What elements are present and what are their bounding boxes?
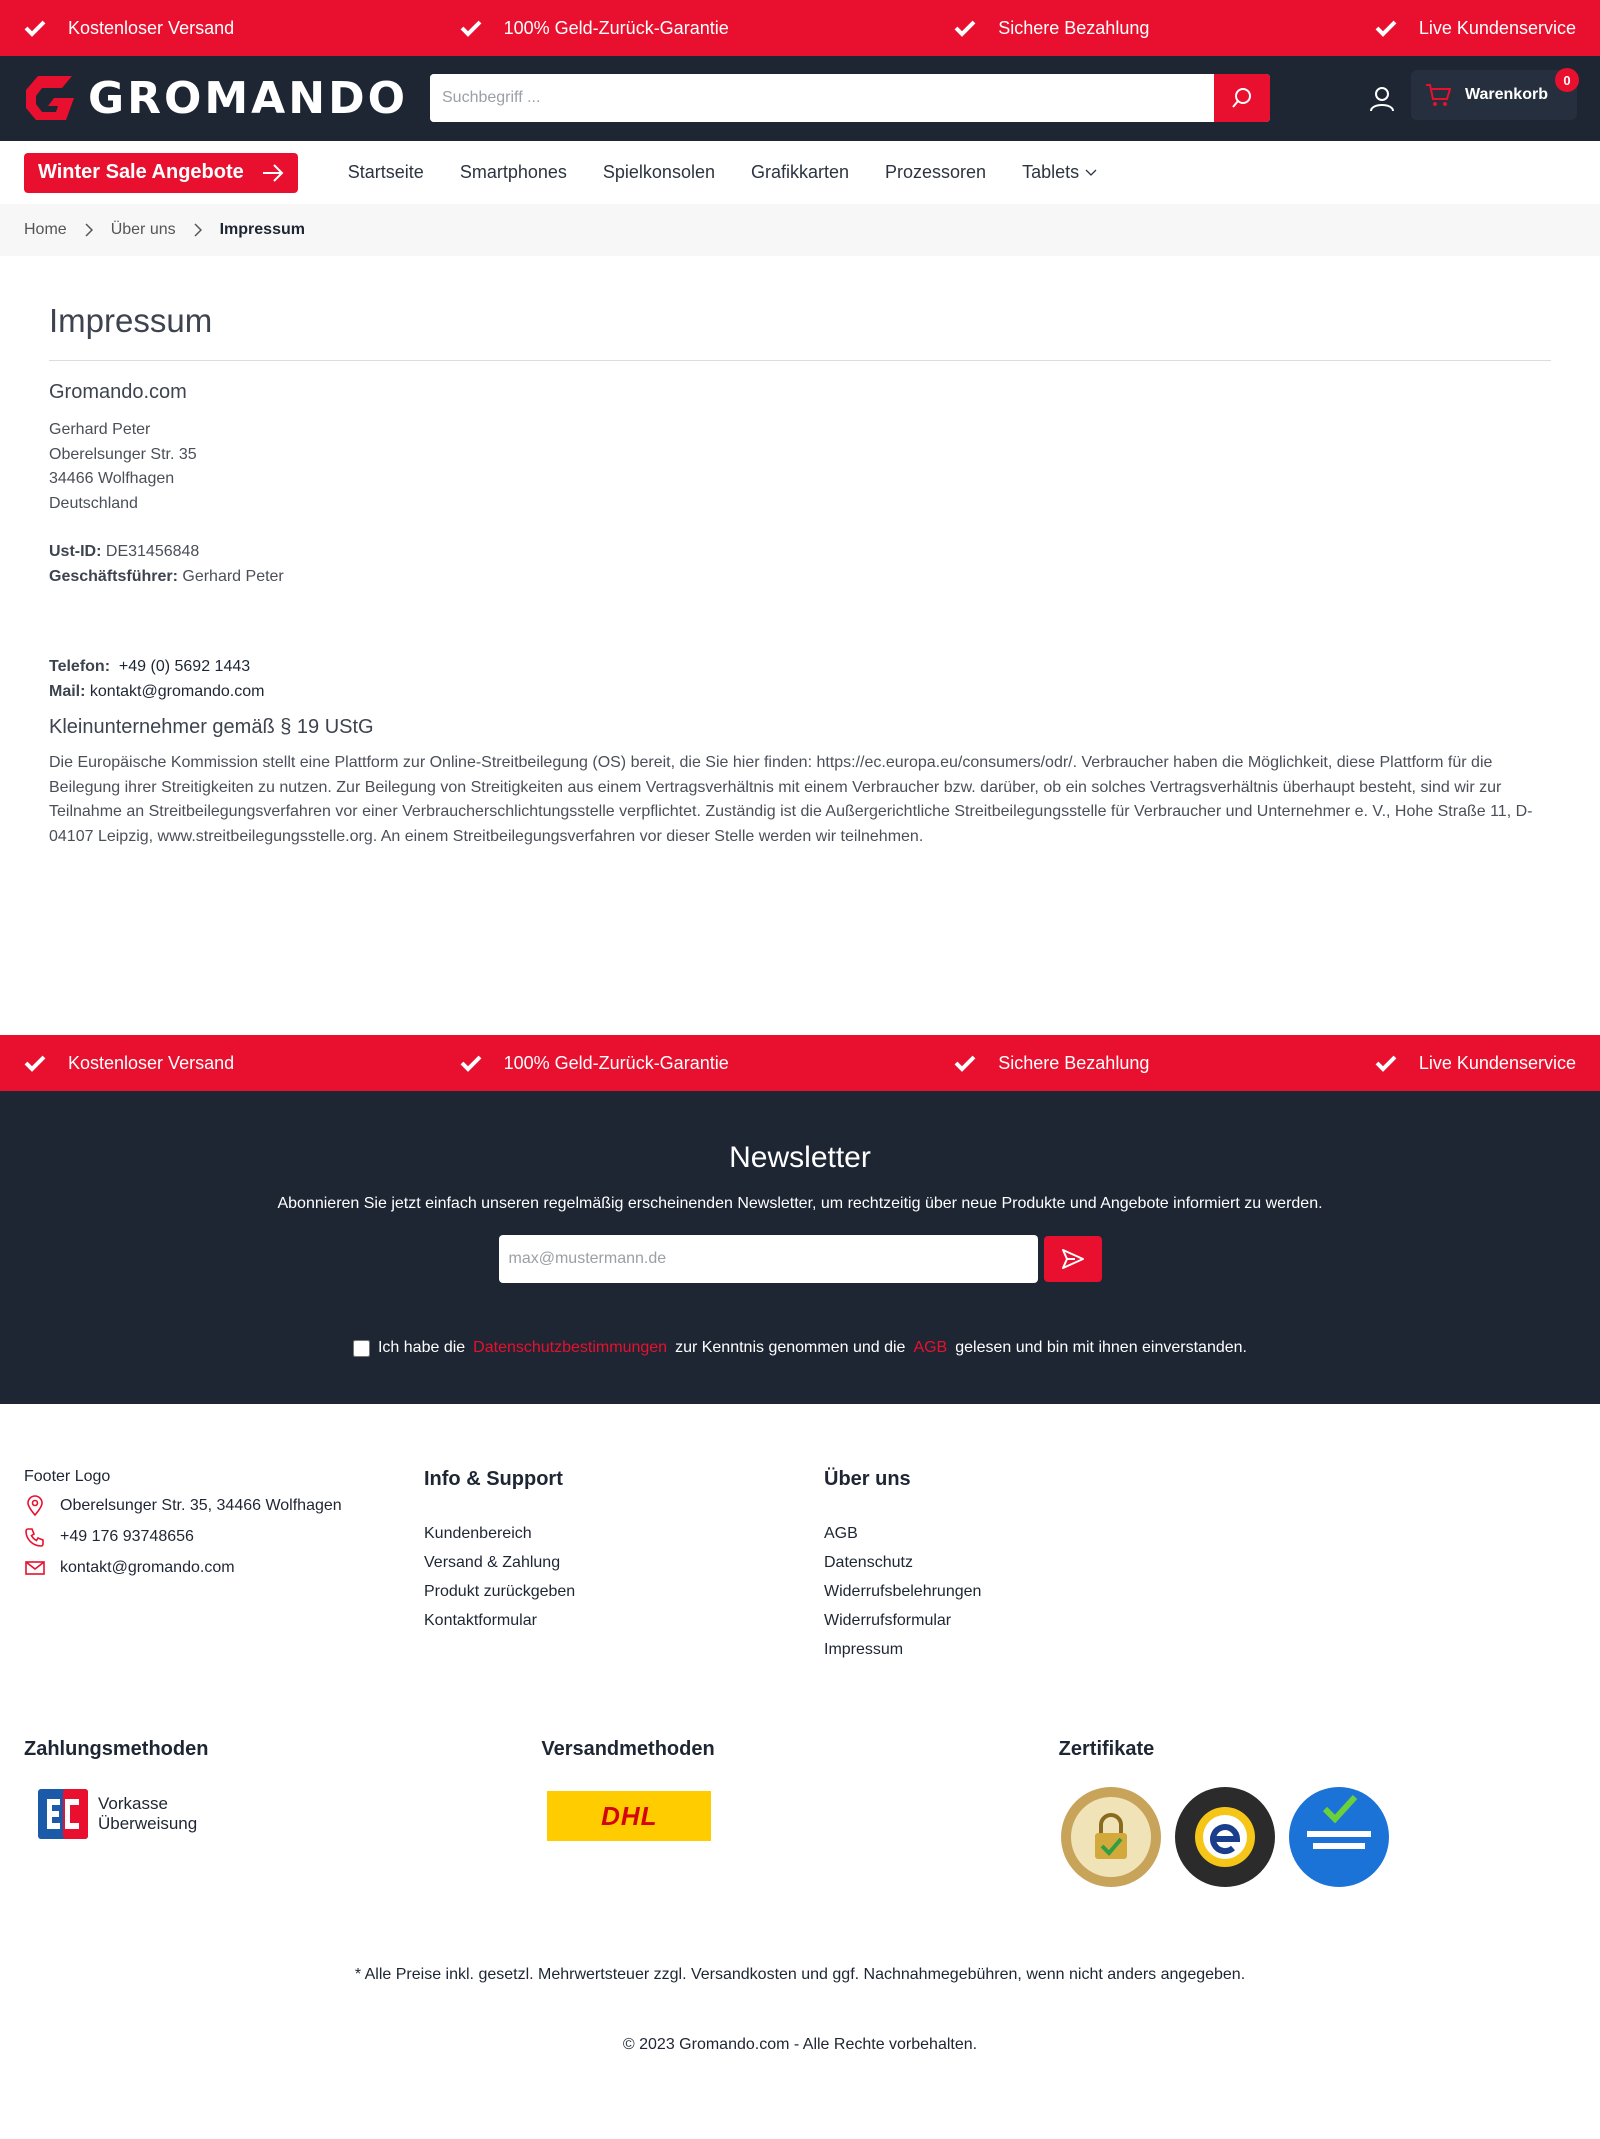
usp-label: Sichere Bezahlung [998, 17, 1150, 38]
vat-label: Ust-ID: [49, 543, 102, 560]
support-check-icon [1287, 1785, 1391, 1889]
nav-item-smartphones[interactable]: Smartphones [459, 162, 567, 182]
user-icon [1367, 84, 1397, 114]
phone-icon [24, 1526, 46, 1548]
mail-link[interactable]: kontakt@gromando.com [89, 683, 265, 700]
winter-sale-label: Winter Sale Angebote [38, 161, 244, 183]
cart-label: Warenkorb [1465, 86, 1548, 103]
footer-meta [0, 1738, 1600, 1966]
cart-button[interactable] [1411, 70, 1577, 120]
footer-about-title: Über uns [824, 1468, 911, 1490]
footer-info-column [424, 1468, 824, 1708]
footer-columns [0, 1468, 1600, 1708]
search-icon [1230, 86, 1254, 110]
account-button[interactable] [1367, 84, 1397, 114]
usp-item [954, 18, 1149, 39]
usp-bar [0, 0, 1600, 56]
usp-label: 100% Geld-Zurück-Garantie [503, 17, 729, 38]
consent-text-mid: zur Kenntnis genommen und die [675, 1339, 906, 1356]
usp-item [460, 1053, 729, 1074]
search-button[interactable] [1214, 74, 1270, 122]
footer-link-agb[interactable]: AGB [824, 1525, 858, 1542]
shipping-title: Versandmethoden [541, 1738, 715, 1760]
consent-text-post: gelesen und bin mit ihnen einverstanden. [955, 1339, 1247, 1356]
payment-logo [38, 1789, 541, 1839]
fantastic-support-badge[interactable] [1287, 1785, 1391, 1889]
shipping-methods [541, 1738, 1058, 1966]
cart-icon [1425, 83, 1451, 107]
check-icon [954, 1054, 976, 1072]
usp-item [1375, 18, 1576, 39]
dhl-logo [547, 1791, 711, 1841]
privacy-link[interactable]: Datenschutzbestimmungen [473, 1339, 668, 1356]
nav-item-startseite[interactable]: Startseite [347, 162, 424, 182]
footer-info-title: Info & Support [424, 1468, 563, 1490]
footer-link-widerrufsbelehrungen[interactable]: Widerrufsbelehrungen [824, 1583, 982, 1600]
vat-value: DE31456848 [105, 543, 200, 560]
footer-link-kontaktformular[interactable]: Kontaktformular [424, 1612, 537, 1629]
ssl-cert-badge[interactable] [1059, 1785, 1163, 1889]
check-icon [460, 1054, 482, 1072]
certificates [1059, 1738, 1576, 1966]
search-bar [430, 74, 1270, 122]
payment-methods [24, 1738, 541, 1966]
chevron-right-icon [194, 223, 202, 237]
arrow-right-icon [262, 163, 284, 183]
payment-line1: Vorkasse [98, 1794, 168, 1813]
dhl-logo-text: DHL [601, 1800, 658, 1831]
newsletter-section [0, 1091, 1600, 1404]
gromando-logo-icon [24, 74, 78, 124]
usp-item [24, 1053, 234, 1074]
footer-about-links [824, 1519, 1224, 1664]
footer-about-column [824, 1468, 1224, 1708]
header [0, 56, 1600, 141]
usp-label: Sichere Bezahlung [998, 1052, 1150, 1073]
usp-item [1375, 1053, 1576, 1074]
copyright: © 2023 Gromando.com - Alle Rechte vorbehalten. [622, 2036, 978, 2053]
footer-link-widerrufsformular[interactable]: Widerrufsformular [824, 1612, 952, 1629]
breadcrumb [0, 204, 1600, 256]
winter-sale-button[interactable] [24, 153, 298, 193]
ceo-label: Geschäftsführer: [49, 567, 178, 585]
usp-label: Live Kundenservice [1418, 1052, 1576, 1073]
footer-email [24, 1557, 424, 1579]
nav-item-tablets-label: Tablets [1022, 162, 1080, 182]
footer-usp-bar [0, 1035, 1600, 1091]
breadcrumb-current: Impressum [219, 221, 305, 238]
footer-link-zurueckgeben[interactable]: Produkt zurückgeben [424, 1583, 576, 1600]
company-meta [49, 540, 1551, 589]
contact-info [49, 654, 1551, 704]
payment-title: Zahlungsmethoden [24, 1738, 209, 1760]
trusted-shops-badge[interactable] [1173, 1785, 1277, 1889]
footer-link-versand[interactable]: Versand & Zahlung [424, 1554, 561, 1571]
footer-phone [24, 1526, 424, 1548]
usp-label: 100% Geld-Zurück-Garantie [503, 1052, 729, 1073]
usp-label: Live Kundenservice [1418, 17, 1576, 38]
check-icon [24, 19, 46, 37]
agb-link[interactable]: AGB [913, 1339, 948, 1356]
footer-link-kundenbereich[interactable]: Kundenbereich [424, 1525, 532, 1542]
footer-address-text: Oberelsunger Str. 35, 34466 Wolfhagen [60, 1497, 342, 1514]
usp-label: Kostenloser Versand [68, 17, 235, 38]
cert-title: Zertifikate [1058, 1738, 1155, 1760]
phone-label: Telefon: [49, 658, 111, 675]
usp-item [460, 18, 729, 39]
footer-info-links [424, 1519, 824, 1635]
mail-line [49, 679, 1551, 704]
address-line: 34466 Wolfhagen [49, 470, 175, 487]
ec-bank-icon [38, 1789, 88, 1839]
main-content [0, 302, 1600, 849]
cart-count-badge: 0 [1555, 68, 1579, 92]
send-icon [1061, 1248, 1085, 1270]
mail-label: Mail: [49, 683, 86, 700]
check-icon [1375, 19, 1397, 37]
check-icon [460, 19, 482, 37]
address-line: Deutschland [49, 494, 138, 512]
consent-text-pre: Ich habe die [377, 1339, 466, 1356]
nav-item-grafikkarten[interactable]: Grafikkarten [750, 162, 850, 182]
newsletter-submit-button[interactable] [1044, 1236, 1102, 1282]
phone-line [49, 654, 1551, 679]
vat-line [49, 540, 1551, 565]
consent-checkbox[interactable] [353, 1340, 370, 1357]
usp-label: Kostenloser Versand [68, 1052, 235, 1073]
map-pin-icon [24, 1495, 46, 1517]
newsletter-consent [0, 1339, 1600, 1357]
chevron-down-icon [1085, 169, 1097, 177]
footer-link-datenschutz[interactable]: Datenschutz [824, 1554, 913, 1571]
check-icon [1375, 1054, 1397, 1072]
dispute-resolution-text: Die Europäische Kommission stellt eine Plattform zur Online-Streitbeilegung (OS) bereit, die Sie hier finden: https://ec.europa.eu/consumers/odr/. Verbraucher haben die Möglichkeit, diese Plattform für die Beilegung ihrer Streitigkeiten zu nutzen. Zur Beilegung von Streitigkeiten aus einem Vertragsverhältnis mit einem Verbraucher bzw. darüber, ob ein solches Vertragsverhältnis überhaupt besteht, sind wir zur Teilnahme an Streitbeilegungsverfahren vor einer Verbraucherschlichtungsstelle verpflichtet. Zuständig ist die Außergerichtliche Streitbeilegungsstelle für Verbraucher und Unternehmer e. V., Hohe Straße 11, D-04107 Leipzig, www.streitbeilegungsstelle.org. An einem Streitbeilegungsverfahren vor dieser Stelle werden wir teilnehmen. [49, 754, 1533, 845]
usp-item [24, 18, 234, 39]
payment-line2: Überweisung [98, 1814, 198, 1833]
page-title: Impressum [49, 302, 1551, 361]
logo-text: GROMANDO [88, 73, 408, 124]
nav-item-spielkonsolen[interactable]: Spielkonsolen [602, 162, 715, 182]
logo[interactable] [24, 73, 429, 124]
usp-item [954, 1053, 1149, 1074]
newsletter-email-input[interactable] [499, 1235, 1038, 1283]
ceo-line [49, 565, 1551, 590]
footer-address [24, 1495, 424, 1517]
ssl-lock-icon [1059, 1785, 1163, 1889]
small-business-heading: Kleinunternehmer gemäß § 19 UStG [49, 716, 374, 738]
payment-text [98, 1794, 197, 1834]
price-disclaimer: * Alle Preise inkl. gesetzl. Mehrwertsteuer zzgl. Versandkosten und ggf. Nachnahmegebühren, wenn nicht anders angegeben. [354, 1966, 1246, 1983]
mail-icon [24, 1557, 46, 1579]
breadcrumb-about[interactable]: Über uns [110, 221, 176, 238]
company-address [49, 418, 1551, 516]
newsletter-text: Abonnieren Sie jetzt einfach unseren regelmäßig erscheinenden Newsletter, um rechtzeitig über neue Produkte und Angebote informiert zu werden. [277, 1195, 1323, 1212]
company-name: Gromando.com [49, 381, 187, 403]
phone-value: +49 (0) 5692 1443 [118, 658, 251, 675]
footer-phone-link[interactable]: +49 176 93748656 [60, 1528, 194, 1545]
main-navigation [0, 141, 1600, 204]
search-input[interactable] [430, 74, 1214, 122]
trusted-shops-icon [1173, 1785, 1277, 1889]
newsletter-title: Newsletter [729, 1141, 871, 1174]
nav-item-tablets[interactable] [1022, 162, 1097, 183]
breadcrumb-home[interactable]: Home [24, 221, 67, 238]
ceo-value: Gerhard Peter [182, 567, 284, 585]
address-line: Oberelsunger Str. 35 [49, 445, 197, 463]
nav-item-prozessoren[interactable]: Prozessoren [885, 162, 987, 182]
cert-badges [1059, 1785, 1576, 1889]
footer-link-impressum[interactable]: Impressum [824, 1641, 904, 1658]
check-icon [954, 19, 976, 37]
check-icon [24, 1054, 46, 1072]
newsletter-form [499, 1235, 1102, 1283]
footer-logo: Footer Logo [24, 1468, 111, 1485]
chevron-right-icon [85, 223, 93, 237]
footer-email-link[interactable]: kontakt@gromando.com [60, 1559, 235, 1576]
address-line: Gerhard Peter [49, 421, 151, 438]
footer-contact-column [24, 1468, 424, 1708]
